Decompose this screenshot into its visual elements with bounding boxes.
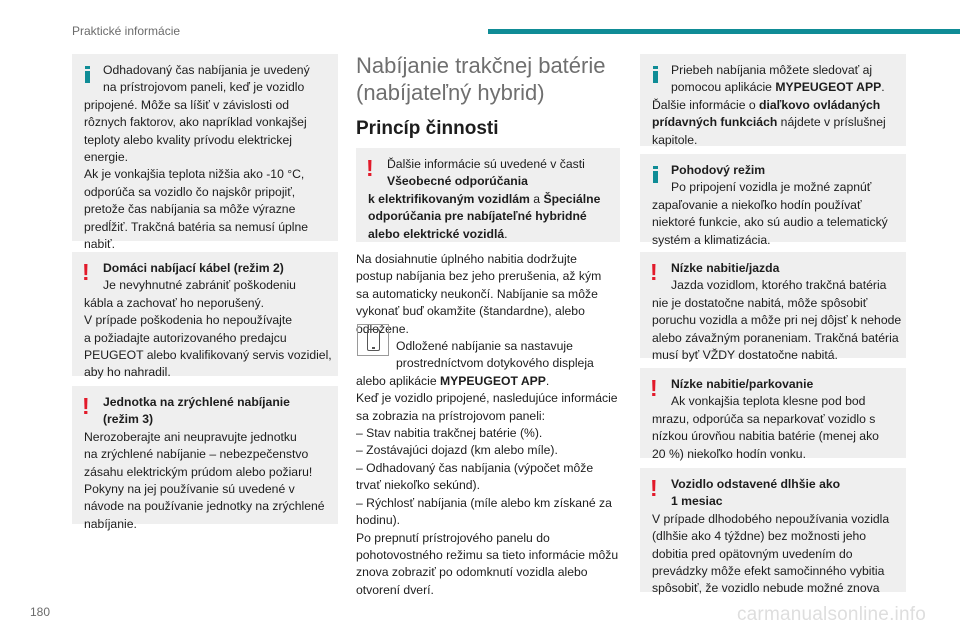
text-line: zásahu elektrickým prúdom alebo požiaru! [84, 464, 313, 479]
paragraph-charging-procedure: Na dosiahnutie úplného nabitia dodržujte postup nabíjania bez jeho prerušenia, až kým sa automaticky neukončí. Nabíjanie sa môže vykonať buď okamžite (štandardne), alebo odložene. Odložené nabíjanie sa nastavuje prostredníctvom dotykového displeja alebo aplikácie MYPEUGEOT APP. Keď je vozidlo pripojené, nasledujúce informácie sa zobrazia na prístrojovom paneli: – Stav nabitia trakčnej batérie (%). – Zostávajúci dojazd (km alebo míle). – Odhadovaný čas nabíjania (výpočet môže trvať niekoľko sekúnd). – Rýchlosť nabíjania (míle alebo km získané za hodinu). Po prepnutí prístrojového panelu do pohotovostného režimu sa tieto informácie môžu znova zobraziť po odomknutí vozidla alebo otvorení dverí. [356, 252, 619, 597]
text-line: spôsobiť, že vozidlo nebude možné znova [652, 581, 880, 596]
text-line: nie je dostatočne nabitá, môže spôsobiť [652, 295, 868, 310]
text-line: na prístrojovom paneli, keď je vozidlo [103, 80, 305, 95]
warning-icon: ! [82, 393, 90, 419]
text-line: Priebeh nabíjania môžete sledovať aj [671, 63, 873, 77]
warning-box-parked-long-term [640, 468, 906, 596]
text-line: alebo elektrické vozidlá. [368, 226, 508, 241]
text-line: pripojené. Môže sa líšiť v závislosti od [84, 97, 290, 112]
text-line: nabiť. [84, 237, 115, 252]
text-line: pomocou aplikácie MYPEUGEOT APP. [671, 80, 885, 95]
text-line: energie. [84, 150, 129, 165]
warning-icon: ! [650, 475, 658, 501]
warning-box-low-charge-driving [640, 252, 906, 363]
text-line: a požiadajte autorizovaného predajcu [84, 330, 287, 345]
text-line: predĺžiť. Trakčná batéria sa nemusí úplne [84, 219, 309, 234]
text-line: kábla a zachovať ho neporušený. [84, 295, 265, 310]
text-line: dobitia pred opätovným uvedením do [652, 546, 853, 561]
warning-title: 1 mesiac [671, 494, 723, 509]
text-line: Ak je vonkajšia teplota nižšia ako -10 °C, [84, 167, 305, 182]
info-icon [652, 166, 659, 183]
header-accent-bar [488, 29, 960, 34]
text-line: (dlhšie ako 4 týždne) bez možnosti jeho [652, 529, 867, 544]
text-line: PEUGEOT alebo kvalifikovaný servis vozidiel, [84, 348, 332, 363]
text-line: odporúčania pre nabíjateľné hybridné [368, 209, 587, 224]
text-line: kapitole. [652, 132, 698, 147]
info-title: Pohodový režim [671, 163, 766, 177]
text-line: V prípade poškodenia ho nepoužívajte [84, 313, 293, 328]
smartphone-icon [357, 324, 389, 356]
text-line: Ďalšie informácie o diaľkovo ovládaných [652, 97, 881, 112]
text-line: odporúča sa vozidlo čo najskôr pripojiť, [84, 184, 296, 199]
text-line: návode na používanie jednotky na zrýchlené [84, 499, 325, 514]
info-icon [84, 66, 91, 83]
text-line: nízkou úrovňou nabitia batérie (menej ako [652, 429, 879, 444]
text-line: mrazu, odporúča sa neparkovať vozidlo s [652, 411, 876, 426]
warning-title: Jednotka na zrýchlené nabíjanie [103, 395, 290, 409]
warning-box-general-advice [356, 148, 620, 242]
running-header: Praktické informácie [72, 24, 181, 38]
subsection-title: Princíp činnosti [356, 118, 499, 139]
text-line: nabíjanie. [84, 516, 137, 531]
section-title: Nabíjanie trakčnej batérie (nabíjateľný hybrid) [356, 53, 606, 105]
text-line: na zrýchlené nabíjanie – nebezpečenstvo [84, 447, 309, 462]
text-line: Nerozoberajte ani neupravujte jednotku [84, 429, 297, 444]
text-line: Jazda vozidlom, ktorého trakčná batéria [671, 278, 887, 293]
warning-title: Nízke nabitie/parkovanie [671, 377, 814, 391]
warning-box-low-charge-parking [640, 368, 906, 461]
text-line: Po pripojení vozidla je možné zapnúť [671, 180, 872, 195]
text-line: musí byť VŽDY dostatočne nabitá. [652, 348, 838, 363]
warning-icon: ! [82, 259, 90, 285]
info-box-charging-time [72, 54, 338, 252]
text-line: Ak vonkajšia teplota klesne pod bod [671, 394, 866, 409]
warning-icon: ! [366, 155, 374, 181]
text-line: systém a klimatizácia. [652, 232, 771, 247]
text-line: alebo závažným poraneniam. Trakčná batéria [652, 330, 899, 345]
text-line: poruchu vozidla a môže pri nej dôjsť k nehode [652, 313, 902, 328]
warning-title: Domáci nabíjací kábel (režim 2) [103, 261, 284, 275]
warning-title: Nízke nabitie/jazda [671, 261, 780, 275]
warning-box-fast-charging [72, 386, 338, 531]
warning-box-home-cable [72, 252, 338, 380]
text-line: 20 %) niekoľko hodín vonku. [652, 446, 806, 461]
text-line: V prípade dlhodobého nepoužívania vozidla [652, 511, 890, 526]
info-box-comfort-mode [640, 154, 906, 247]
watermark: carmanualsonline.info [736, 604, 926, 625]
text-line: prídavných funkciách nájdete v príslušnej [652, 115, 886, 130]
text-line: prevádzky môže efekt samočinného vybitia [652, 564, 885, 579]
text-line: Všeobecné odporúčania [387, 174, 528, 189]
info-box-app-monitoring [640, 54, 906, 146]
warning-title: (režim 3) [103, 412, 154, 427]
text-line: rôznych faktorov, ako napríklad vonkajšej [84, 115, 307, 130]
warning-icon: ! [650, 375, 658, 401]
warning-icon: ! [650, 259, 658, 285]
text-line: Je nevyhnutné zabrániť poškodeniu [103, 278, 296, 293]
text-line: k elektrifikovaným vozidlám a Špeciálne [368, 191, 601, 206]
text-line: aby ho nahradil. [84, 365, 171, 380]
text-line: teploty alebo kvality prívodu elektrickej [84, 132, 292, 147]
text-line: niektoré funkcie, ako sú audio a telematický [652, 215, 888, 230]
text-line: Odhadovaný čas nabíjania je uvedený [103, 63, 310, 77]
text-line: pretože čas nabíjania sa môže výrazne [84, 202, 296, 217]
text-line: Ďalšie informácie sú uvedené v časti [387, 157, 585, 171]
page-number: 180 [30, 605, 51, 619]
text-line: Pokyny na jej používanie sú uvedené v [84, 482, 295, 497]
warning-title: Vozidlo odstavené dlhšie ako [671, 477, 841, 491]
info-icon [652, 66, 659, 83]
text-line: zapaľovanie a niekoľko hodín používať [652, 197, 862, 212]
